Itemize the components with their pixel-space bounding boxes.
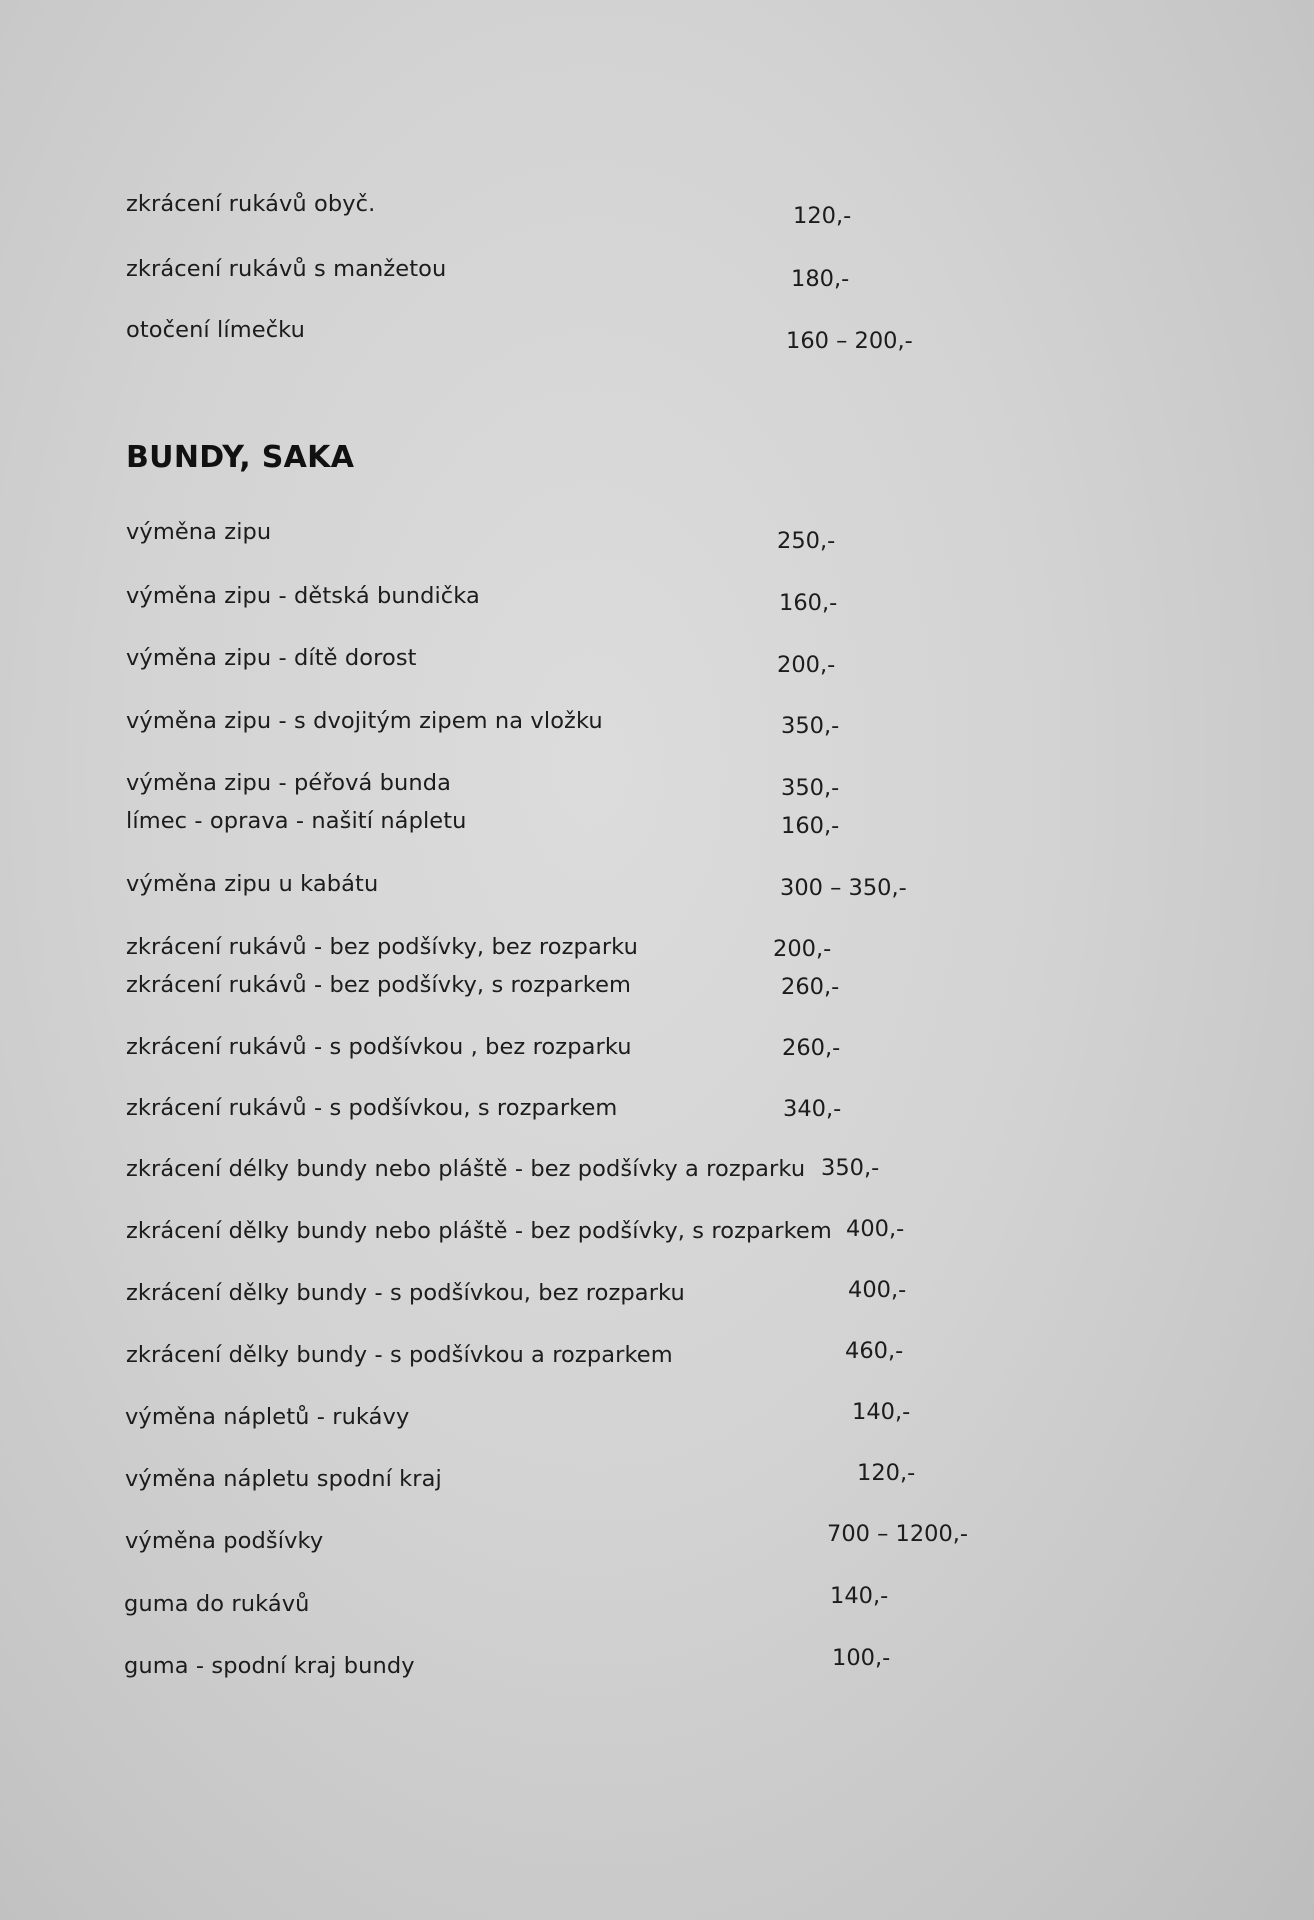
item-label: zkrácení rukávů - bez podšívky, bez rozparku [126, 934, 638, 960]
item-label: zkrácení dělky bundy nebo pláště - bez podšívky, s rozparkem [126, 1218, 832, 1244]
item-label: výměna zipu [126, 519, 272, 545]
item-label: zkrácení rukávů - s podšívkou , bez rozparku [126, 1034, 632, 1060]
item-label: výměna zipu - péřová bunda [126, 770, 451, 796]
item-price: 260,- [782, 1035, 841, 1061]
item-label: výměna zipu - dítě dorost [126, 645, 417, 671]
item-label: zkrácení dělky bundy - s podšívkou, bez rozparku [126, 1280, 685, 1306]
item-label: zkrácení rukávů s manžetou [126, 256, 447, 282]
item-price: 350,- [781, 775, 840, 801]
item-label: límec - oprava - našití nápletu [126, 808, 467, 834]
item-price: 400,- [848, 1277, 907, 1303]
item-price: 140,- [852, 1399, 911, 1425]
item-price: 350,- [781, 713, 840, 739]
item-label: guma do rukávů [124, 1591, 310, 1617]
item-price: 120,- [793, 203, 852, 229]
item-price: 300 – 350,- [780, 875, 907, 901]
section-heading: BUNDY, SAKA [126, 440, 355, 475]
item-label: zkrácení délky bundy nebo pláště - bez podšívky a rozparku [126, 1156, 806, 1182]
item-price: 160 – 200,- [786, 328, 913, 354]
item-label: výměna nápletů - rukávy [125, 1404, 410, 1430]
item-label: zkrácení rukávů - bez podšívky, s rozparkem [126, 972, 632, 998]
item-label: otočení límečku [126, 317, 305, 343]
item-price: 200,- [773, 936, 832, 962]
item-price: 180,- [791, 266, 850, 292]
item-label: zkrácení rukávů - s podšívkou, s rozparkem [126, 1095, 618, 1121]
item-price: 460,- [845, 1338, 904, 1364]
item-price: 120,- [857, 1460, 916, 1486]
item-label: zkrácení dělky bundy - s podšívkou a rozparkem [126, 1342, 673, 1368]
item-price: 140,- [830, 1583, 889, 1609]
item-label: výměna zipu - dětská bundička [126, 583, 480, 609]
item-price: 350,- [821, 1155, 880, 1181]
item-label: guma - spodní kraj bundy [124, 1653, 415, 1679]
item-price: 340,- [783, 1096, 842, 1122]
item-price: 160,- [779, 590, 838, 616]
item-price: 260,- [781, 974, 840, 1000]
item-price: 700 – 1200,- [827, 1521, 969, 1547]
item-price: 100,- [832, 1645, 891, 1671]
item-price: 250,- [777, 528, 836, 554]
item-price: 200,- [777, 652, 836, 678]
item-label: výměna podšívky [125, 1528, 324, 1554]
item-label: výměna zipu - s dvojitým zipem na vložku [126, 708, 603, 734]
item-label: zkrácení rukávů obyč. [126, 191, 376, 217]
item-label: výměna nápletu spodní kraj [125, 1466, 442, 1492]
item-label: výměna zipu u kabátu [126, 871, 379, 897]
item-price: 400,- [846, 1216, 905, 1242]
item-price: 160,- [781, 813, 840, 839]
